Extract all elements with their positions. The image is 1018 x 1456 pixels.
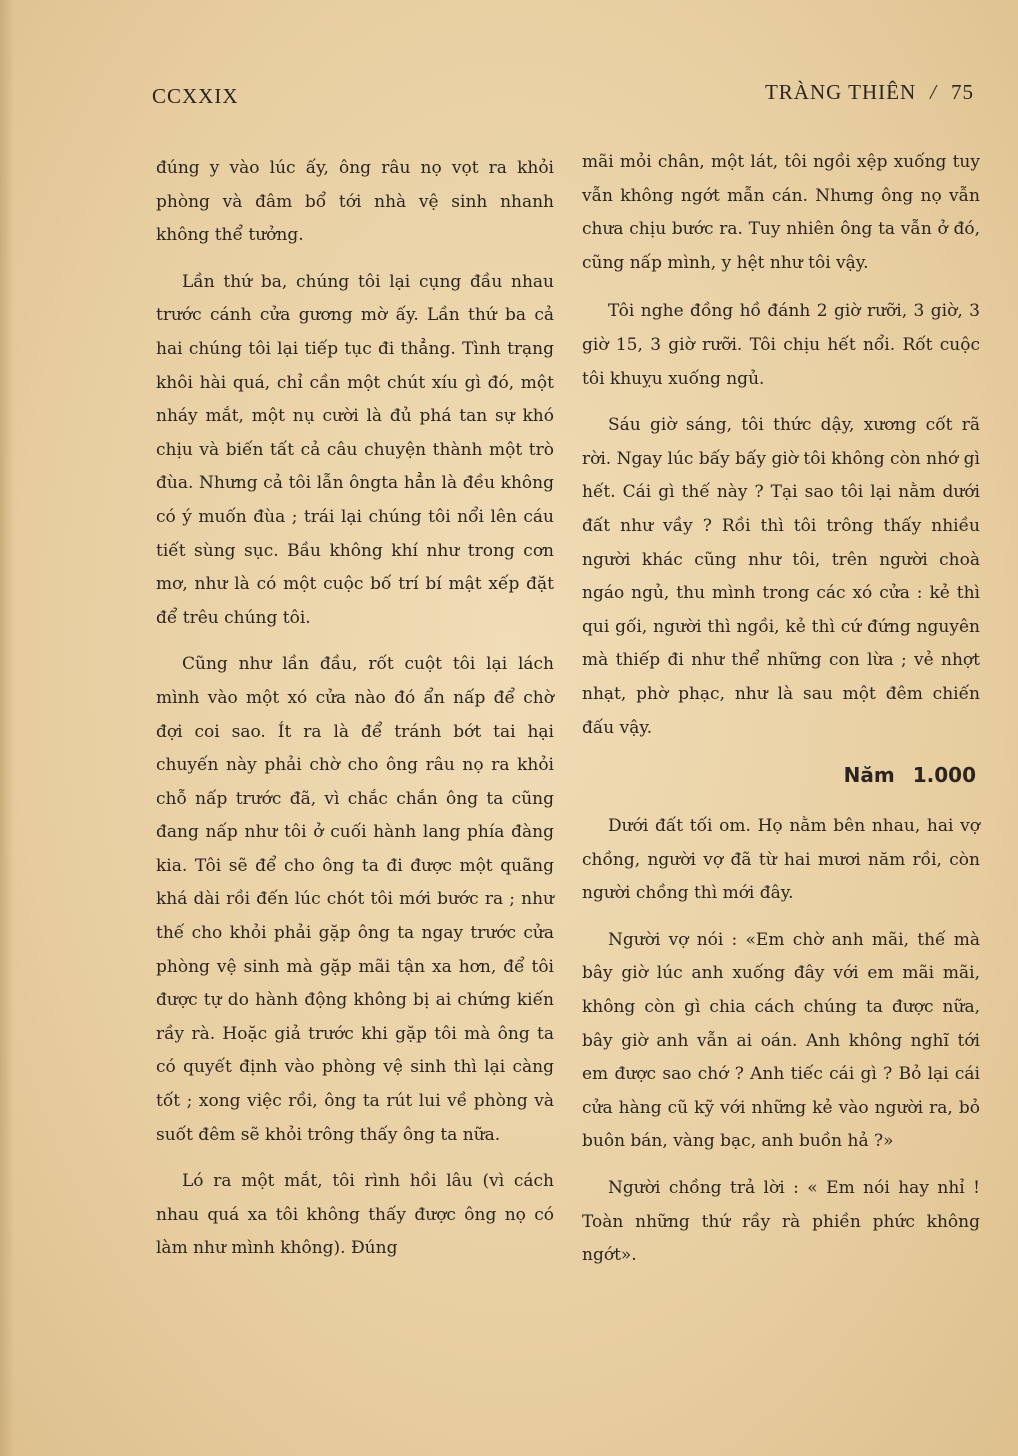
page-number: 75 — [951, 80, 974, 104]
section-heading-label: Năm — [843, 763, 895, 788]
paragraph: Ló ra một mắt, tôi rình hồi lâu (vì cách nhau quá xa tôi không thấy được ông nọ có làm như mình không). Đúng — [156, 1171, 554, 1259]
paragraph: Cũng như lần đầu, rốt cuột tôi lại lách mình vào một xó cửa nào đó ẩn nấp để chờ đợi coi sao. Ít ra là để tránh bớt tai hại chuyến này phải chờ cho ông râu nọ ra khỏi chỗ nấp trước đã, vì chắc chắn ông ta cũng đang nấp như tôi ở cuối hành lang phía đàng kia. Tôi sẽ để cho ông ta đi được một quãng khá dài rồi đến lúc chót tôi mới bước ra ; như thế cho khỏi phải gặp ông ta ngay trước cửa phòng vệ sinh mà gặp mãi tận xa hơn, để tôi được tự do hành động không bị ai chứng kiến rầy rà. Hoặc giả trước khi gặp tôi mà ông ta có quyết định vào phòng vệ sinh thì lại càng tốt ; xong việc rồi, ông ta rút lui về phòng và suốt đêm sẽ khỏi trông thấy ông ta nữa. — [156, 654, 554, 1145]
paragraph: Sáu giờ sáng, tôi thức dậy, xương cốt rã rời. Ngay lúc bấy bấy giờ tôi không còn nhớ gì hết. Cái gì thế này ? Tại sao tôi lại nằm dưới đất như vầy ? Rồi thì tôi trông thấy nhiều người khác cũng như tôi, trên người choà ngáo ngủ, thu mình trong các xó cửa : kẻ thì qui gối, người thì ngồi, kẻ thì cứ đứng nguyên mà thiếp đi như thể những con lừa ; vẻ nhợt nhạt, phờ phạc, như là sau một đêm chiến đấu vậy. — [582, 415, 980, 738]
paragraph: Dưới đất tối om. Họ nằm bên nhau, hai vợ chồng, người vợ đã từ hai mươi năm rồi, còn người chồng thì mới đây. — [582, 816, 980, 904]
paragraph: Tôi nghe đồng hồ đánh 2 giờ rưỡi, 3 giờ, 3 giờ 15, 3 giờ rưỡi. Tôi chịu hết nổi. Rốt cuộc tôi khuỵu xuống ngủ. — [582, 301, 980, 389]
header-title-group — [765, 80, 974, 105]
paragraph: Người chồng trả lời : « Em nói hay nhỉ ! Toàn những thứ rầy rà phiền phức không ngớt». — [582, 1178, 980, 1266]
section-heading — [582, 758, 976, 792]
section-heading-number: 1.000 — [912, 763, 976, 788]
paragraph: Lần thứ ba, chúng tôi lại cụng đầu nhau trước cánh cửa gương mờ ấy. Lần thứ ba cả hai chúng tôi lại tiếp tục đi thẳng. Tình trạng khôi hài quá, chỉ cần một chút xíu gì đó, một nháy mắt, một nụ cười là đủ phá tan sự khó chịu và biến tất cả câu chuyện thành một trò đùa. Nhưng cả tôi lẫn ôngta hẳn là đều không có ý muốn đùa ; trái lại chúng tôi nổi lên cáu tiết sùng sục. Bầu không khí như trong cơn mơ, như là có một cuộc bố trí bí mật xếp đặt để trêu chúng tôi. — [156, 271, 554, 628]
page-edge — [0, 0, 14, 1456]
paragraph: đúng y vào lúc ấy, ông râu nọ vọt ra khỏi phòng và đâm bổ tới nhà vệ sinh nhanh không thể tưởng. — [156, 158, 554, 246]
running-header — [150, 78, 974, 114]
header-separator: / — [930, 80, 937, 104]
book-title: TRÀNG THIÊN — [764, 80, 917, 104]
paragraph: Người vợ nói : «Em chờ anh mãi, thế mà bây giờ lúc anh xuống đây với em mãi mãi, không còn gì chia cách chúng ta được nữa, bây giờ anh vẫn ai oán. Anh không nghĩ tới em được sao chớ ? Anh tiếc cái gì ? Bỏ lại cái cửa hàng cũ kỹ với những kẻ vào người ra, bỏ buôn bán, vàng bạc, anh buồn hả ?» — [582, 929, 980, 1152]
chapter-number: CCXXIX — [152, 84, 239, 108]
left-column — [156, 152, 554, 1279]
right-column — [582, 146, 980, 1286]
paragraph: mãi mỏi chân, một lát, tôi ngồi xệp xuống tuy vẫn không ngớt mẫn cán. Nhưng ông nọ vẫn chưa chịu bước ra. Tuy nhiên ông ta vẫn ở đó, cũng nấp mình, y hệt như tôi vậy. — [582, 152, 980, 273]
